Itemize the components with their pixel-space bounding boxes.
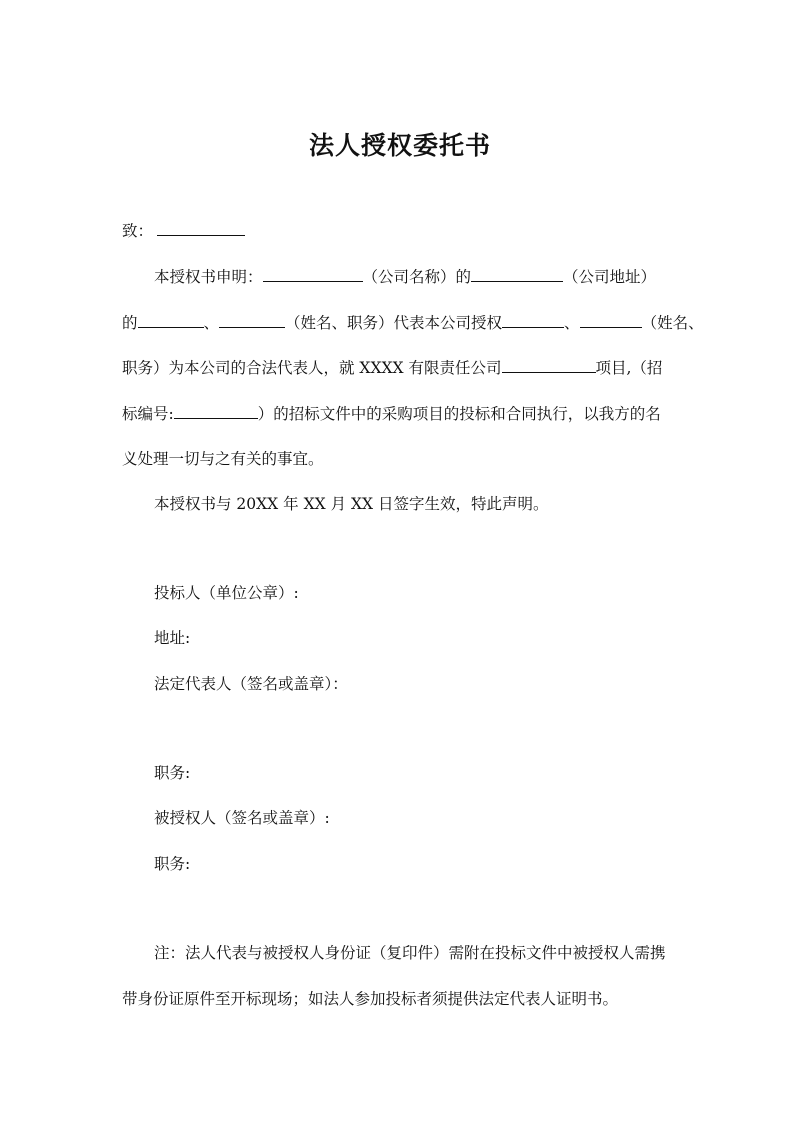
para1-line5: 义处理一切与之有关的事宜。 bbox=[122, 450, 324, 468]
para1-line1 bbox=[154, 266, 656, 287]
address-label: 地址: bbox=[154, 629, 191, 647]
agent-position-blank bbox=[580, 312, 642, 328]
authorized-signature-label: 被授权人（签名或盖章）: bbox=[154, 809, 330, 827]
rep-position-blank bbox=[219, 312, 285, 328]
position-label-1: 职务: bbox=[154, 764, 191, 782]
company-name-label: （公司名称）的 bbox=[362, 268, 472, 286]
note-line2: 带身份证原件至开标现场；如法人参加投标者须提供法定代表人证明书。 bbox=[122, 990, 619, 1008]
para1-line3 bbox=[122, 357, 662, 378]
company-address-label: （公司地址） bbox=[563, 268, 657, 286]
position-label-2: 职务: bbox=[154, 855, 191, 873]
separator: 、 bbox=[564, 314, 580, 332]
para1-line2 bbox=[122, 312, 704, 333]
project-label: 项目,（招 bbox=[595, 359, 663, 377]
of-text: 的 bbox=[122, 314, 138, 332]
agent-label: （姓名、 bbox=[641, 314, 704, 332]
declare-text: 本授权书申明： bbox=[154, 268, 263, 286]
bid-number-label: 标编号: bbox=[122, 405, 174, 423]
bidder-seal-label: 投标人（单位公章）: bbox=[154, 584, 299, 602]
legal-rep-text: 职务）为本公司的合法代表人，就 XXXX 有限责任公司 bbox=[122, 359, 502, 377]
rep-label: （姓名、职务）代表本公司授权 bbox=[285, 314, 503, 332]
company-address-blank bbox=[471, 266, 563, 282]
scope-text: ）的招标文件中的采购项目的投标和合同执行，以我方的名 bbox=[257, 405, 661, 423]
addressee-line bbox=[122, 220, 245, 241]
para1-line4 bbox=[122, 403, 661, 424]
note-line1: 注：法人代表与被授权人身份证（复印件）需附在投标文件中被授权人需携 bbox=[154, 944, 666, 962]
project-blank bbox=[502, 357, 596, 373]
effective-statement: 本授权书与 20XX 年 XX 月 XX 日签字生效，特此声明。 bbox=[154, 495, 549, 513]
to-label: 致： bbox=[122, 222, 154, 240]
agent-name-blank bbox=[502, 312, 564, 328]
bid-number-blank bbox=[174, 403, 258, 419]
separator: 、 bbox=[203, 314, 220, 332]
addressee-blank bbox=[157, 220, 245, 236]
rep-name-blank bbox=[138, 312, 204, 328]
document-title: 法人授权委托书 bbox=[308, 131, 491, 160]
legal-rep-signature-label: 法定代表人（签名或盖章）： bbox=[154, 675, 348, 693]
company-name-blank bbox=[263, 266, 363, 282]
